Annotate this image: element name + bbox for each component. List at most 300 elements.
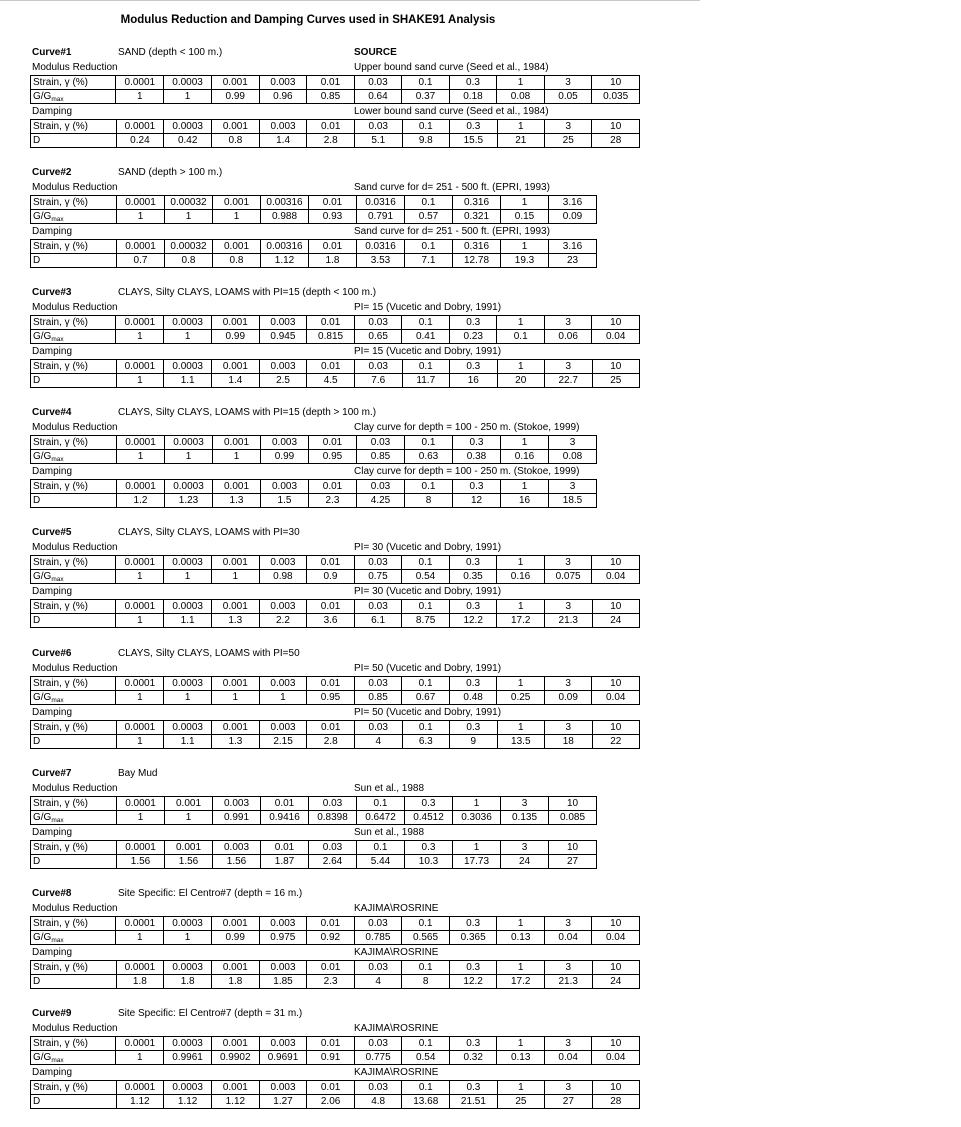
strain-cell: 0.001 bbox=[213, 240, 261, 254]
strain-cell: 0.03 bbox=[354, 120, 402, 134]
strain-cell: 0.01 bbox=[309, 240, 357, 254]
strain-cell: 0.003 bbox=[259, 360, 307, 374]
value-cell: 2.3 bbox=[307, 975, 355, 989]
value-cell: 0.08 bbox=[549, 450, 597, 464]
strain-row bbox=[31, 721, 640, 735]
source-header: SOURCE bbox=[354, 47, 397, 58]
value-cell: 3.53 bbox=[357, 254, 405, 268]
strain-cell: 0.1 bbox=[402, 120, 449, 134]
strain-cell: 3 bbox=[545, 120, 592, 134]
value-cell: 0.99 bbox=[211, 330, 259, 344]
source-reference: PI= 30 (Vucetic and Dobry, 1991) bbox=[354, 586, 502, 597]
value-cell: 4.25 bbox=[357, 494, 405, 508]
damping-row bbox=[31, 975, 640, 989]
value-cell: 0.05 bbox=[544, 90, 592, 104]
strain-cell: 1 bbox=[453, 841, 501, 855]
value-cell: 1.12 bbox=[212, 1095, 260, 1109]
value-cell: 0.38 bbox=[453, 450, 501, 464]
curve-block bbox=[30, 165, 640, 268]
strain-label: Strain, γ (%) bbox=[31, 1037, 116, 1051]
strain-cell: 1 bbox=[497, 1037, 544, 1051]
curve-id: Curve#3 bbox=[32, 287, 72, 298]
strain-cell: 0.001 bbox=[211, 556, 259, 570]
strain-row bbox=[31, 556, 640, 570]
source-reference: KAJIMA\ROSRINE bbox=[354, 1067, 439, 1078]
strain-cell: 0.3 bbox=[449, 1037, 496, 1051]
value-cell: 24 bbox=[592, 614, 639, 628]
value-cell: 0.04 bbox=[592, 570, 640, 584]
value-cell: 0.95 bbox=[309, 450, 357, 464]
damping-table bbox=[30, 960, 640, 989]
strain-cell: 0.003 bbox=[259, 961, 307, 975]
strain-cell: 0.01 bbox=[261, 841, 309, 855]
modulus-section-header bbox=[30, 180, 640, 195]
curve-description: SAND (depth < 100 m.) bbox=[118, 47, 223, 58]
gmax-row bbox=[31, 450, 597, 464]
source-reference: PI= 15 (Vucetic and Dobry, 1991) bbox=[354, 346, 502, 357]
value-label-text: D bbox=[33, 736, 41, 747]
strain-cell: 3 bbox=[501, 841, 549, 855]
value-cell: 10.3 bbox=[405, 855, 453, 869]
value-cell: 1.8 bbox=[309, 254, 357, 268]
value-label-subscript: max bbox=[51, 697, 64, 704]
value-label bbox=[31, 811, 117, 825]
damping-section-header bbox=[30, 344, 640, 359]
value-cell: 21.3 bbox=[545, 614, 593, 628]
damping-row bbox=[31, 735, 640, 749]
value-cell: 0.93 bbox=[309, 210, 357, 224]
modulus-table bbox=[30, 916, 640, 945]
modulus-table bbox=[30, 315, 640, 344]
value-cell: 8 bbox=[405, 494, 453, 508]
value-label-text: D bbox=[33, 375, 41, 386]
curve-id: Curve#8 bbox=[32, 888, 72, 899]
strain-cell: 0.0316 bbox=[357, 240, 405, 254]
value-cell: 1 bbox=[116, 1051, 164, 1065]
strain-cell: 0.3 bbox=[449, 556, 497, 570]
value-cell: 0.16 bbox=[497, 570, 545, 584]
value-cell: 1 bbox=[117, 811, 165, 825]
value-label-text: D bbox=[33, 615, 41, 626]
value-cell: 3.6 bbox=[307, 614, 355, 628]
value-cell: 0.815 bbox=[307, 330, 355, 344]
source-reference: Clay curve for depth = 100 - 250 m. (Stokoe, 1999) bbox=[354, 466, 580, 477]
curve-block bbox=[30, 1006, 640, 1109]
strain-cell: 0.0003 bbox=[164, 677, 212, 691]
damping-label: Damping bbox=[32, 827, 73, 838]
strain-cell: 3.16 bbox=[549, 240, 597, 254]
strain-cell: 0.1 bbox=[402, 76, 450, 90]
strain-cell: 0.0003 bbox=[164, 961, 212, 975]
strain-cell: 3 bbox=[544, 917, 591, 931]
strain-cell: 0.01 bbox=[307, 120, 355, 134]
strain-cell: 0.1 bbox=[402, 556, 450, 570]
value-cell: 0.99 bbox=[211, 931, 259, 945]
strain-cell: 0.1 bbox=[405, 240, 453, 254]
value-cell: 5.44 bbox=[357, 855, 405, 869]
strain-cell: 0.003 bbox=[259, 677, 307, 691]
value-cell: 1 bbox=[116, 90, 164, 104]
strain-cell: 0.01 bbox=[261, 797, 309, 811]
value-cell: 0.92 bbox=[307, 931, 354, 945]
source-reference: Upper bound sand curve (Seed et al., 1984) bbox=[354, 62, 549, 73]
strain-cell: 10 bbox=[592, 120, 640, 134]
value-cell: 11.7 bbox=[402, 374, 450, 388]
strain-cell: 0.0003 bbox=[164, 360, 212, 374]
gmax-row bbox=[31, 691, 640, 705]
strain-row bbox=[31, 600, 640, 614]
strain-cell: 0.03 bbox=[354, 961, 402, 975]
gmax-row bbox=[31, 210, 597, 224]
strain-cell: 0.001 bbox=[212, 961, 260, 975]
damping-row bbox=[31, 494, 597, 508]
strain-cell: 0.0001 bbox=[117, 797, 165, 811]
curve-block bbox=[30, 285, 640, 388]
strain-row bbox=[31, 797, 597, 811]
curve-block bbox=[30, 525, 640, 628]
source-reference: KAJIMA\ROSRINE bbox=[354, 903, 439, 914]
strain-cell: 0.003 bbox=[261, 436, 309, 450]
value-cell: 1 bbox=[117, 450, 165, 464]
curve-id: Curve#1 bbox=[32, 47, 72, 58]
damping-table bbox=[30, 479, 597, 508]
damping-section-header bbox=[30, 825, 640, 840]
value-cell: 0.41 bbox=[402, 330, 450, 344]
strain-cell: 0.01 bbox=[309, 480, 357, 494]
modulus-table bbox=[30, 676, 640, 705]
modulus-section-header bbox=[30, 661, 640, 676]
strain-cell: 0.01 bbox=[309, 196, 357, 210]
value-cell: 0.13 bbox=[497, 931, 544, 945]
strain-cell: 0.3 bbox=[450, 1081, 498, 1095]
value-cell: 0.565 bbox=[402, 931, 450, 945]
value-cell: 6.1 bbox=[354, 614, 402, 628]
strain-cell: 3 bbox=[544, 961, 592, 975]
strain-row bbox=[31, 120, 640, 134]
strain-cell: 3 bbox=[545, 600, 593, 614]
strain-cell: 0.0003 bbox=[164, 120, 212, 134]
source-reference: Lower bound sand curve (Seed et al., 1984) bbox=[354, 106, 549, 117]
curve-header bbox=[30, 886, 640, 901]
value-cell: 1.1 bbox=[164, 374, 212, 388]
strain-cell: 0.01 bbox=[307, 360, 355, 374]
strain-cell: 3.16 bbox=[549, 196, 597, 210]
strain-cell: 3 bbox=[545, 1081, 592, 1095]
modulus-table bbox=[30, 796, 597, 825]
value-cell: 1 bbox=[116, 374, 164, 388]
value-cell: 2.06 bbox=[307, 1095, 355, 1109]
strain-cell: 0.003 bbox=[259, 917, 307, 931]
modulus-section-header bbox=[30, 300, 640, 315]
damping-label: Damping bbox=[32, 226, 73, 237]
strain-cell: 0.001 bbox=[165, 841, 213, 855]
value-cell: 0.1 bbox=[497, 330, 544, 344]
value-cell: 0.9961 bbox=[164, 1051, 212, 1065]
strain-cell: 10 bbox=[592, 360, 640, 374]
value-cell: 0.15 bbox=[501, 210, 549, 224]
value-label-text: D bbox=[33, 135, 41, 146]
strain-cell: 3 bbox=[544, 556, 592, 570]
value-cell: 0.48 bbox=[449, 691, 497, 705]
value-cell: 2.8 bbox=[307, 134, 355, 148]
strain-row bbox=[31, 1037, 640, 1051]
strain-cell: 0.001 bbox=[213, 196, 261, 210]
strain-cell: 0.316 bbox=[453, 240, 501, 254]
damping-label: Damping bbox=[32, 466, 73, 477]
damping-row bbox=[31, 855, 597, 869]
value-cell: 0.9416 bbox=[261, 811, 309, 825]
strain-cell: 0.03 bbox=[354, 1037, 402, 1051]
strain-cell: 10 bbox=[592, 1081, 639, 1095]
strain-cell: 0.01 bbox=[307, 316, 355, 330]
strain-cell: 0.003 bbox=[259, 120, 307, 134]
strain-cell: 0.01 bbox=[307, 677, 355, 691]
curve-id: Curve#6 bbox=[32, 648, 72, 659]
value-cell: 0.791 bbox=[357, 210, 405, 224]
curve-header bbox=[30, 525, 640, 540]
gmax-row bbox=[31, 330, 640, 344]
value-label-subscript: max bbox=[51, 336, 64, 343]
value-label-text: D bbox=[33, 495, 41, 506]
value-cell: 0.54 bbox=[402, 1051, 449, 1065]
strain-cell: 1 bbox=[497, 600, 545, 614]
value-cell: 1 bbox=[164, 931, 212, 945]
modulus-label: Modulus Reduction bbox=[32, 62, 118, 73]
gmax-row bbox=[31, 811, 597, 825]
strain-cell: 0.001 bbox=[212, 360, 260, 374]
value-cell: 1 bbox=[116, 735, 164, 749]
curve-header bbox=[30, 405, 640, 420]
value-cell: 0.85 bbox=[354, 691, 402, 705]
value-label-subscript: max bbox=[51, 817, 64, 824]
source-reference: Sand curve for d= 251 - 500 ft. (EPRI, 1993) bbox=[354, 226, 550, 237]
strain-cell: 0.3 bbox=[453, 436, 501, 450]
strain-cell: 10 bbox=[592, 316, 640, 330]
value-cell: 5.1 bbox=[354, 134, 402, 148]
value-cell: 1.4 bbox=[259, 134, 307, 148]
value-cell: 0.8 bbox=[212, 134, 260, 148]
value-cell: 17.73 bbox=[453, 855, 501, 869]
value-cell: 18.5 bbox=[549, 494, 597, 508]
strain-cell: 0.3 bbox=[449, 961, 497, 975]
modulus-section-header bbox=[30, 540, 640, 555]
damping-table bbox=[30, 599, 640, 628]
curve-header bbox=[30, 646, 640, 661]
value-cell: 27 bbox=[549, 855, 597, 869]
value-cell: 0.8 bbox=[213, 254, 261, 268]
strain-row bbox=[31, 480, 597, 494]
value-cell: 2.15 bbox=[259, 735, 307, 749]
value-cell: 1.1 bbox=[164, 735, 212, 749]
source-reference: PI= 50 (Vucetic and Dobry, 1991) bbox=[354, 707, 502, 718]
strain-cell: 0.3 bbox=[450, 120, 498, 134]
value-cell: 17.2 bbox=[497, 975, 545, 989]
strain-row bbox=[31, 316, 640, 330]
value-cell: 4.8 bbox=[354, 1095, 402, 1109]
strain-cell: 0.001 bbox=[212, 721, 260, 735]
curve-header bbox=[30, 165, 640, 180]
value-cell: 1 bbox=[116, 570, 164, 584]
curve-block bbox=[30, 646, 640, 749]
value-cell: 12.2 bbox=[449, 975, 497, 989]
strain-cell: 0.03 bbox=[354, 76, 402, 90]
modulus-label: Modulus Reduction bbox=[32, 903, 118, 914]
damping-label: Damping bbox=[32, 106, 73, 117]
value-cell: 0.54 bbox=[402, 570, 450, 584]
value-label bbox=[31, 210, 117, 224]
value-label-text: D bbox=[33, 1096, 41, 1107]
modulus-section-header bbox=[30, 781, 640, 796]
strain-cell: 0.00316 bbox=[261, 240, 309, 254]
value-label-subscript: max bbox=[51, 576, 64, 583]
value-cell: 7.6 bbox=[354, 374, 402, 388]
strain-cell: 0.01 bbox=[307, 917, 354, 931]
value-label-subscript: max bbox=[51, 937, 64, 944]
value-cell: 0.32 bbox=[449, 1051, 496, 1065]
strain-cell: 0.0001 bbox=[116, 917, 164, 931]
strain-cell: 0.0001 bbox=[116, 1037, 164, 1051]
strain-cell: 10 bbox=[549, 797, 597, 811]
strain-cell: 0.0001 bbox=[116, 556, 164, 570]
damping-label: Damping bbox=[32, 586, 73, 597]
value-cell: 0.6472 bbox=[357, 811, 405, 825]
value-label-subscript: max bbox=[51, 1057, 64, 1064]
value-label-subscript: max bbox=[51, 96, 64, 103]
value-cell: 12.78 bbox=[453, 254, 501, 268]
value-cell: 0.785 bbox=[354, 931, 402, 945]
strain-cell: 0.003 bbox=[259, 600, 307, 614]
strain-cell: 0.03 bbox=[354, 917, 402, 931]
damping-table bbox=[30, 840, 597, 869]
value-cell: 0.8 bbox=[165, 254, 213, 268]
strain-cell: 1 bbox=[497, 76, 545, 90]
modulus-table bbox=[30, 1036, 640, 1065]
value-cell: 0.06 bbox=[544, 330, 592, 344]
value-cell: 1.2 bbox=[117, 494, 165, 508]
value-cell: 0.365 bbox=[449, 931, 497, 945]
value-cell: 0.64 bbox=[354, 90, 402, 104]
strain-label: Strain, γ (%) bbox=[31, 677, 116, 691]
value-cell: 25 bbox=[545, 134, 592, 148]
strain-cell: 0.0003 bbox=[164, 600, 212, 614]
curve-block bbox=[30, 405, 640, 508]
value-cell: 28 bbox=[592, 134, 640, 148]
strain-cell: 0.3 bbox=[405, 797, 453, 811]
value-label-text: D bbox=[33, 856, 41, 867]
strain-cell: 0.00032 bbox=[165, 240, 213, 254]
strain-cell: 3 bbox=[544, 1037, 591, 1051]
value-cell: 0.04 bbox=[592, 931, 640, 945]
value-cell: 12.2 bbox=[449, 614, 497, 628]
strain-cell: 0.0001 bbox=[116, 961, 164, 975]
strain-cell: 0.3 bbox=[450, 721, 497, 735]
value-cell: 13.5 bbox=[497, 735, 545, 749]
value-cell: 0.9691 bbox=[259, 1051, 307, 1065]
value-label-text: G/G bbox=[33, 91, 52, 102]
damping-section-header bbox=[30, 705, 640, 720]
curve-header bbox=[30, 1006, 640, 1021]
value-cell: 0.08 bbox=[497, 90, 545, 104]
damping-label: Damping bbox=[32, 346, 73, 357]
strain-cell: 0.3 bbox=[453, 480, 501, 494]
value-cell: 0.321 bbox=[453, 210, 501, 224]
curve-description: SAND (depth > 100 m.) bbox=[118, 167, 223, 178]
modulus-section-header bbox=[30, 901, 640, 916]
strain-row bbox=[31, 841, 597, 855]
strain-row bbox=[31, 961, 640, 975]
strain-cell: 0.03 bbox=[309, 841, 357, 855]
value-cell: 0.37 bbox=[402, 90, 450, 104]
strain-cell: 0.03 bbox=[357, 480, 405, 494]
curve-id: Curve#2 bbox=[32, 167, 72, 178]
value-cell: 0.135 bbox=[501, 811, 549, 825]
strain-cell: 0.003 bbox=[259, 1037, 307, 1051]
strain-cell: 0.1 bbox=[402, 961, 449, 975]
strain-cell: 0.1 bbox=[405, 480, 453, 494]
top-border bbox=[0, 0, 700, 1]
curve-block bbox=[30, 45, 640, 148]
value-cell: 0.99 bbox=[211, 90, 259, 104]
value-label bbox=[31, 614, 116, 628]
strain-cell: 0.003 bbox=[213, 841, 261, 855]
strain-row bbox=[31, 677, 640, 691]
strain-cell: 10 bbox=[592, 600, 639, 614]
strain-cell: 0.1 bbox=[402, 1037, 449, 1051]
strain-cell: 0.1 bbox=[402, 917, 450, 931]
strain-cell: 1 bbox=[501, 240, 549, 254]
modulus-label: Modulus Reduction bbox=[32, 182, 118, 193]
value-cell: 1 bbox=[116, 614, 164, 628]
gmax-row bbox=[31, 570, 640, 584]
value-label-text: G/G bbox=[33, 692, 52, 703]
value-cell: 16 bbox=[450, 374, 497, 388]
value-cell: 1 bbox=[117, 210, 165, 224]
curve-description: CLAYS, Silty CLAYS, LOAMS with PI=15 (depth > 100 m.) bbox=[118, 407, 377, 418]
strain-cell: 1 bbox=[501, 196, 549, 210]
strain-cell: 0.316 bbox=[453, 196, 501, 210]
value-cell: 18 bbox=[545, 735, 592, 749]
strain-cell: 0.0003 bbox=[165, 480, 213, 494]
strain-cell: 0.1 bbox=[402, 721, 449, 735]
value-cell: 0.09 bbox=[549, 210, 597, 224]
damping-row bbox=[31, 374, 640, 388]
strain-cell: 1 bbox=[497, 120, 544, 134]
value-cell: 1 bbox=[116, 691, 164, 705]
damping-table bbox=[30, 119, 640, 148]
value-cell: 25 bbox=[497, 1095, 544, 1109]
value-label bbox=[31, 494, 117, 508]
strain-cell: 0.1 bbox=[402, 360, 450, 374]
strain-cell: 0.001 bbox=[211, 600, 259, 614]
strain-cell: 0.03 bbox=[354, 677, 402, 691]
strain-cell: 0.3 bbox=[450, 360, 497, 374]
strain-cell: 0.3 bbox=[449, 316, 497, 330]
strain-label: Strain, γ (%) bbox=[31, 600, 116, 614]
value-cell: 0.42 bbox=[164, 134, 212, 148]
curve-description: Site Specific: El Centro#7 (depth = 16 m.) bbox=[118, 888, 303, 899]
strain-cell: 10 bbox=[592, 677, 640, 691]
strain-cell: 0.0001 bbox=[116, 120, 164, 134]
value-label-text: D bbox=[33, 255, 41, 266]
source-reference: PI= 50 (Vucetic and Dobry, 1991) bbox=[354, 663, 502, 674]
value-cell: 1.23 bbox=[165, 494, 213, 508]
strain-cell: 0.1 bbox=[357, 797, 405, 811]
value-cell: 2.2 bbox=[259, 614, 307, 628]
value-cell: 1.3 bbox=[211, 614, 259, 628]
value-cell: 0.775 bbox=[354, 1051, 402, 1065]
value-cell: 0.8398 bbox=[309, 811, 357, 825]
value-cell: 0.95 bbox=[307, 691, 355, 705]
